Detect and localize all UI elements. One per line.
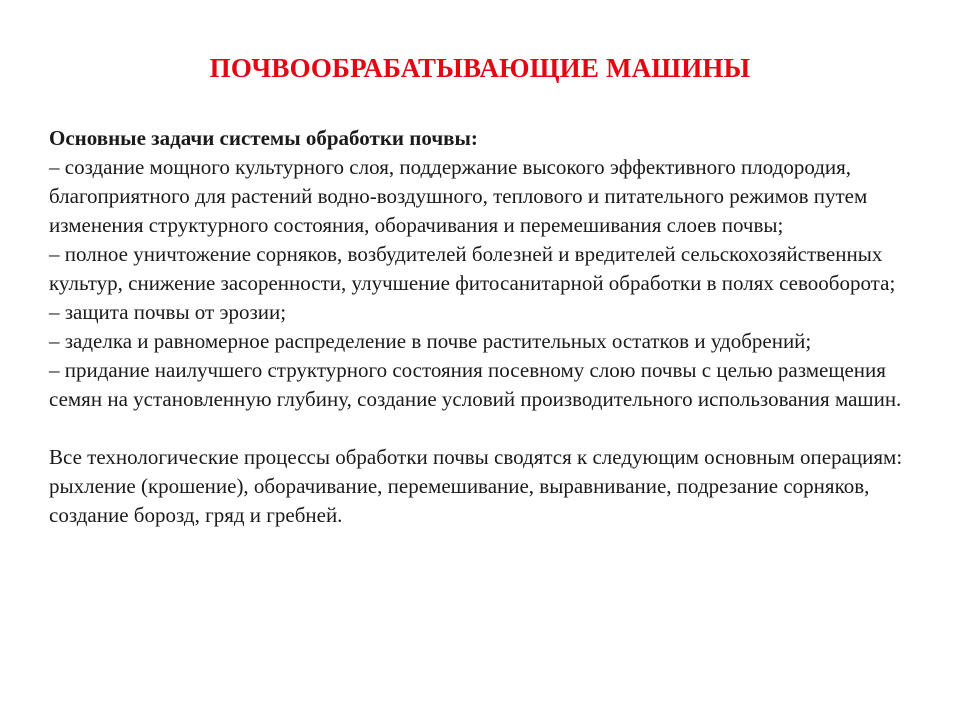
section-heading: Основные задачи системы обработки почвы: xyxy=(49,126,478,150)
task-item-4: – заделка и равномерное распределение в почве растительных остатков и удобрений; xyxy=(49,329,812,353)
task-item-5: – придание наилучшего структурного состояния посевному слою почвы с целью размещения семян на установленную глубину, создание условий производительного использования машин. xyxy=(49,358,902,411)
summary-paragraph: Все технологические процессы обработки почвы сводятся к следующим основным операциям: рыхление (крошение), оборачивание, перемешивание, выравнивание, подрезание сорняков, создание борозд, гряд и гребней. xyxy=(49,445,903,527)
slide-content xyxy=(49,124,919,530)
task-item-3: – защита почвы от эрозии; xyxy=(49,300,287,324)
slide-title: ПОЧВООБРАБАТЫВАЮЩИЕ МАШИНЫ xyxy=(209,53,751,83)
task-item-1: – создание мощного культурного слоя, поддержание высокого эффективного плодородия, благоприятного для растений водно-воздушного, теплового и питательного режимов путем изменения структурного состояния, оборачивания и перемешивания слоев почвы; xyxy=(49,155,868,237)
task-item-2: – полное уничтожение сорняков, возбудителей болезней и вредителей сельскохозяйственных культур, снижение засоренности, улучшение фитосанитарной обработки в полях севооборота; xyxy=(49,242,896,295)
